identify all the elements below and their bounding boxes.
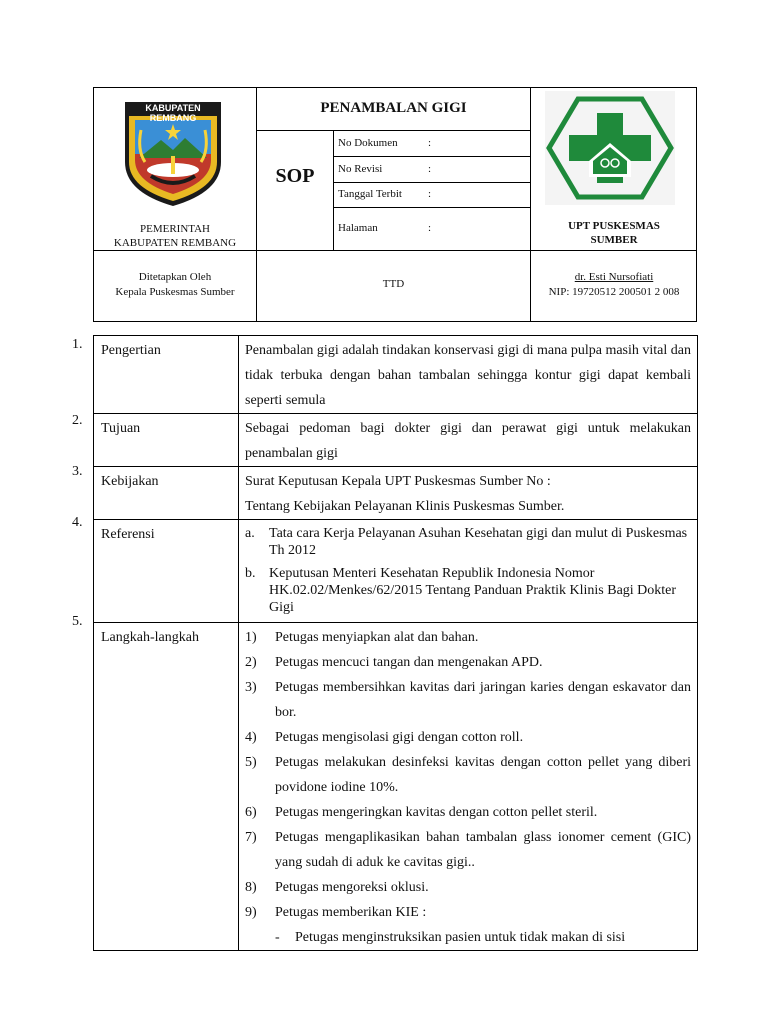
- row-content: Penambalan gigi adalah tindakan konservasi gigi di mana pulpa masih vital dan tidak terbuka dengan bahan tambalan sehingga kontur gigi dapat kembali seperti semula: [239, 336, 698, 414]
- set-by: Ditetapkan Oleh Kepala Puskesmas Sumber: [115, 271, 235, 298]
- table-row: [94, 467, 698, 520]
- list-item: 4) Petugas mengisolasi gigi dengan cotton roll.: [245, 730, 524, 745]
- list-item: - Petugas menginstruksikan pasien untuk tidak makan di sisi: [275, 930, 626, 945]
- list-item: 2) Petugas mencuci tangan dan mengenakan APD.: [245, 655, 543, 670]
- row-number: 2.: [72, 413, 83, 428]
- row-title: Kebijakan: [94, 467, 239, 520]
- row-title: Tujuan: [94, 414, 239, 467]
- list-item: 8) Petugas mengoreksi oklusi.: [245, 880, 429, 895]
- table-row: [94, 414, 698, 467]
- row-content: [239, 520, 698, 623]
- field-no-dokumen: No Dokumen: [338, 137, 398, 149]
- field-no-revisi: No Revisi: [338, 163, 383, 175]
- row-title: Langkah-langkah: [94, 623, 239, 951]
- table-row: [94, 623, 698, 951]
- puskesmas-logo: [545, 91, 675, 205]
- field-colon: :: [428, 163, 432, 175]
- page-title: PENAMBALAN GIGI: [320, 100, 467, 116]
- header-divider: [94, 250, 697, 251]
- sop-content-table: [93, 335, 698, 951]
- row-number: 4.: [72, 515, 83, 530]
- row-number: 5.: [72, 614, 83, 629]
- official: [531, 270, 697, 300]
- row-content: [239, 623, 698, 951]
- row-number: 1.: [72, 337, 83, 352]
- table-row: [94, 336, 698, 414]
- list-item: 7) Petugas mengaplikasikan bahan tambalan glass ionomer cement (GIC) yang sudah di aduk ke cavitas gigi..: [245, 830, 691, 870]
- list-item: b. Keputusan Menteri Kesehatan Republik Indonesia Nomor HK.02.02/Menkes/62/2015 Tentang Panduan Praktik Klinis Bagi Dokter Gigi: [245, 566, 677, 615]
- official-name: dr. Esti Nursofiati: [574, 271, 654, 283]
- list-item: 6) Petugas mengeringkan kavitas dengan cotton pellet steril.: [245, 805, 598, 820]
- table-row: [94, 520, 698, 623]
- row-title: Referensi: [94, 520, 239, 623]
- signature-placeholder: TTD: [382, 278, 405, 290]
- list-item: 1) Petugas menyiapkan alat dan bahan.: [245, 630, 479, 645]
- rembang-emblem: [121, 100, 225, 208]
- sop-label: SOP: [275, 165, 315, 187]
- gov-name: PEMERINTAH KABUPATEN REMBANG: [113, 223, 237, 249]
- header-divider: [256, 130, 530, 131]
- header-divider: [333, 207, 530, 208]
- header-divider: [333, 156, 530, 157]
- header-divider: [333, 130, 334, 251]
- field-colon: :: [428, 188, 432, 200]
- list-item: 5) Petugas melakukan desinfeksi kavitas dengan cotton pellet yang diberi povidone iodine 10%.: [245, 755, 691, 795]
- row-title: Pengertian: [94, 336, 239, 414]
- row-content: Sebagai pedoman bagi dokter gigi dan perawat gigi untuk melakukan penambalan gigi: [239, 414, 698, 467]
- list-item: a. Tata cara Kerja Pelayanan Asuhan Kesehatan gigi dan mulut di Puskesmas Th 2012: [245, 526, 688, 558]
- field-tanggal-terbit: Tanggal Terbit: [338, 188, 402, 200]
- org-name: UPT PUSKESMAS SUMBER: [568, 220, 660, 246]
- list-item: 3) Petugas membersihkan kavitas dari jaringan karies dengan eskavator dan bor.: [245, 680, 691, 720]
- field-colon: :: [428, 137, 432, 149]
- list-item: 9) Petugas memberikan KIE :: [245, 905, 427, 920]
- field-colon: :: [428, 222, 432, 234]
- emblem-label: KABUPATEN REMBANG: [145, 103, 201, 123]
- row-content: Surat Keputusan Kepala UPT Puskesmas Sumber No : Tentang Kebijakan Pelayanan Klinis Puskesmas Sumber.: [239, 467, 698, 520]
- official-nip: NIP: 19720512 200501 2 008: [548, 286, 680, 298]
- header-divider: [333, 182, 530, 183]
- row-number: 3.: [72, 464, 83, 479]
- field-halaman: Halaman: [338, 222, 378, 234]
